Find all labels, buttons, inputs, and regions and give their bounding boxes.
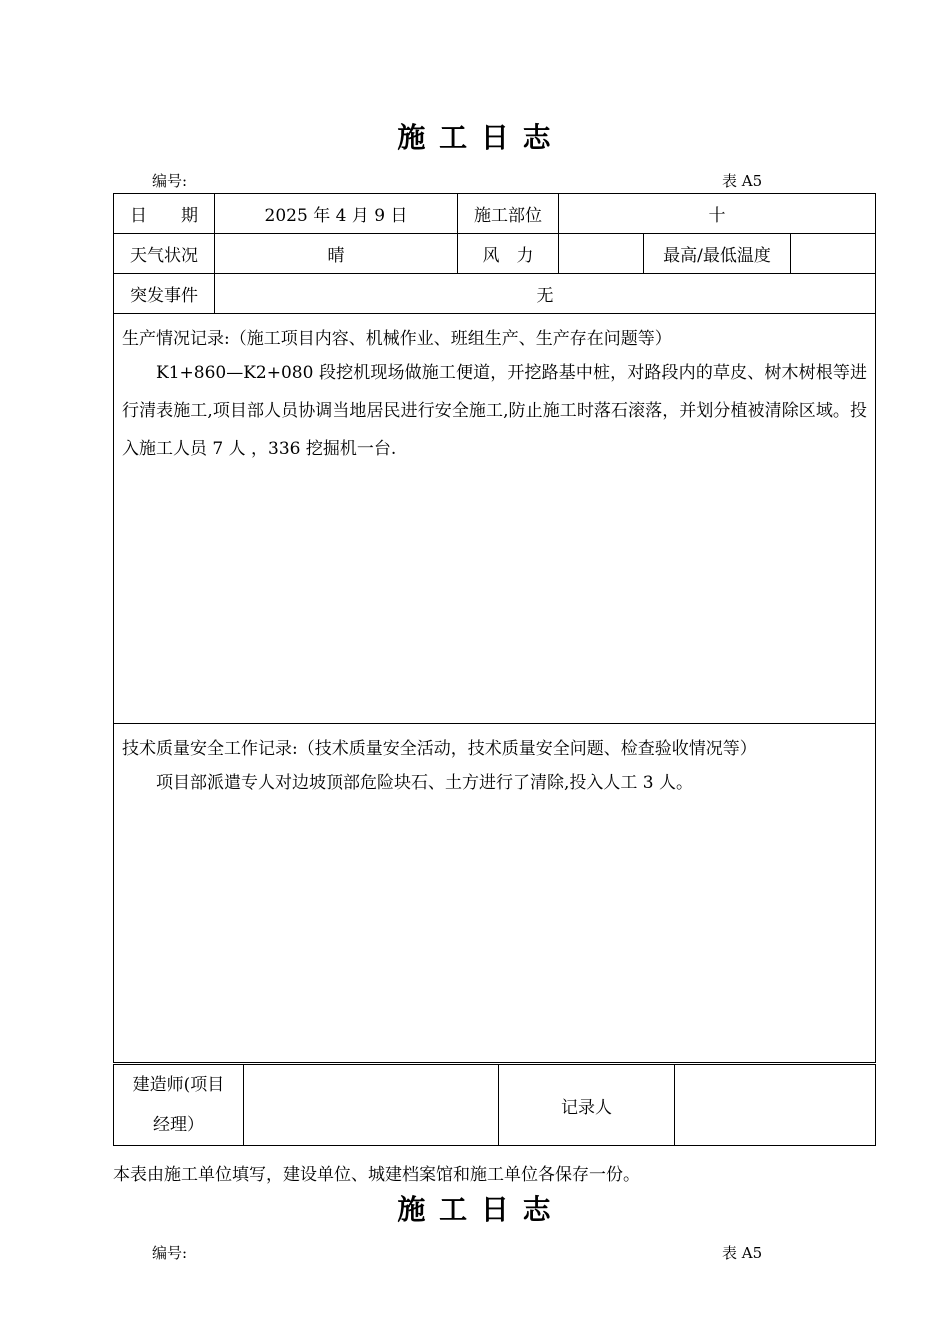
quality-heading: 技术质量安全工作记录:（技术质量安全活动，技术质量安全问题、检查验收情况等）	[122, 739, 757, 759]
incident-value: 无	[215, 274, 876, 314]
signature-row	[114, 1065, 876, 1146]
date-value: 2025 年 4 月 9 日	[215, 194, 458, 234]
signature-table	[113, 1064, 876, 1146]
manager-label	[114, 1065, 244, 1146]
weather-label: 天气状况	[114, 234, 215, 274]
form-code: 表 A5	[722, 172, 763, 190]
wind-value	[559, 234, 644, 274]
wind-label: 风 力	[458, 234, 559, 274]
document-title: 施 工 日 志	[397, 121, 553, 154]
construction-log-table	[113, 193, 876, 1063]
weather-value: 晴	[215, 234, 458, 274]
weather-row	[114, 234, 876, 274]
production-heading: 生产情况记录:（施工项目内容、机械作业、班组生产、生产存在问题等）	[122, 329, 672, 349]
number-label: 编号:	[152, 172, 188, 190]
second-page-title: 施 工 日 志	[397, 1193, 553, 1226]
quality-body: 项目部派遣专人对边坡顶部危险块石、土方进行了清除,投入人工 3 人。	[156, 773, 694, 793]
location-value: 十	[559, 194, 876, 234]
recorder-signature-field	[675, 1065, 876, 1146]
temperature-label: 最高/最低温度	[644, 234, 791, 274]
date-row	[114, 194, 876, 234]
recorder-label: 记录人	[499, 1065, 675, 1146]
incident-row	[114, 274, 876, 314]
date-label: 日 期	[114, 194, 215, 234]
production-row	[114, 314, 876, 724]
manager-label-line1: 建造师(项目	[132, 1075, 225, 1095]
location-label: 施工部位	[458, 194, 559, 234]
quality-row	[114, 724, 876, 1063]
production-body: K1+860—K2+080 段挖机现场做施工便道，开挖路基中桩，对路段内的草皮、树木树根等进行清表施工,项目部人员协调当地居民进行安全施工,防止施工时落石滚落，并划分植被清除区域。投入施工人员 7 人 ，336 挖掘机一台.	[122, 363, 867, 459]
manager-label-line2: 经理）	[153, 1115, 204, 1135]
quality-section	[114, 724, 876, 1063]
second-page-form-code: 表 A5	[722, 1244, 763, 1262]
second-page-number-label: 编号:	[152, 1244, 188, 1262]
production-section	[114, 314, 876, 724]
incident-label: 突发事件	[114, 274, 215, 314]
footnote: 本表由施工单位填写，建设单位、城建档案馆和施工单位各保存一份。	[113, 1165, 640, 1185]
temperature-value	[791, 234, 876, 274]
manager-signature-field	[244, 1065, 499, 1146]
